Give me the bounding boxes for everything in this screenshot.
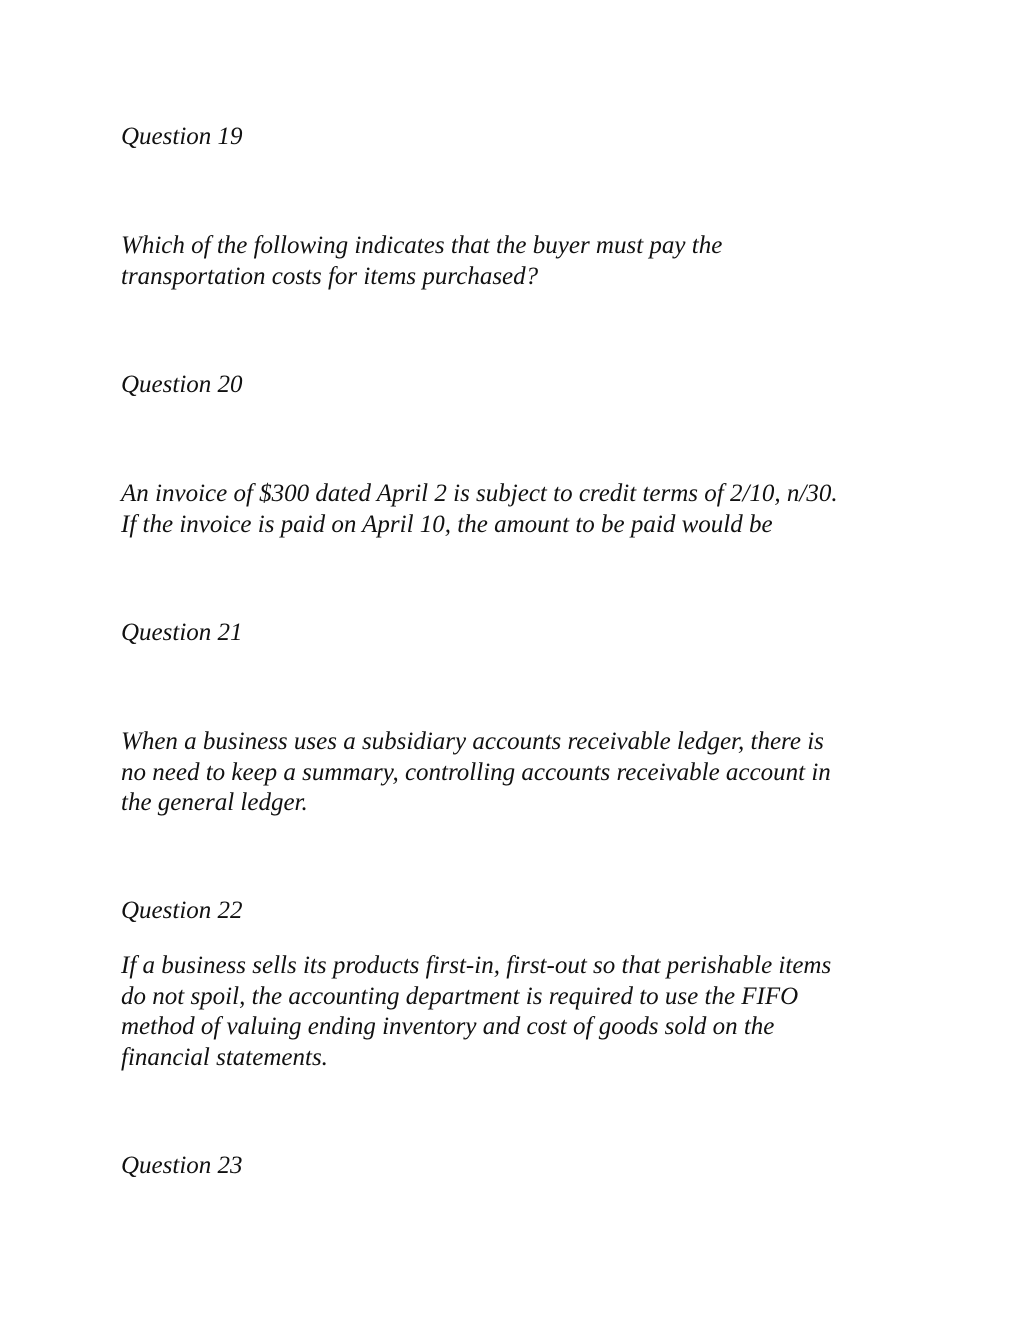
question-20-text-line-1: An invoice of $300 dated April 2 is subject to credit terms of 2/10, n/30.: [121, 480, 838, 507]
question-19-heading: Question 19: [121, 123, 243, 150]
question-22-heading: Question 22: [121, 897, 243, 924]
question-20-heading: Question 20: [121, 371, 243, 398]
question-21-text-line-2: no need to keep a summary, controlling accounts receivable account in: [121, 759, 831, 786]
question-21-heading: Question 21: [121, 619, 243, 646]
question-22-text-line-2: do not spoil, the accounting department is required to use the FIFO: [121, 983, 799, 1010]
question-22-text-line-3: method of valuing ending inventory and cost of goods sold on the: [121, 1013, 775, 1040]
question-21-text-line-3: the general ledger.: [121, 789, 308, 816]
question-22-text-line-4: financial statements.: [121, 1044, 328, 1071]
question-23-heading: Question 23: [121, 1152, 243, 1179]
question-20-text-line-2: If the invoice is paid on April 10, the amount to be paid would be: [121, 511, 773, 538]
question-22-text-line-1: If a business sells its products first-in, first-out so that perishable items: [121, 952, 832, 979]
question-21-text-line-1: When a business uses a subsidiary accounts receivable ledger, there is: [121, 728, 824, 755]
question-19-text-line-2: transportation costs for items purchased?: [121, 263, 539, 290]
question-19-text-line-1: Which of the following indicates that the buyer must pay the: [121, 232, 723, 259]
